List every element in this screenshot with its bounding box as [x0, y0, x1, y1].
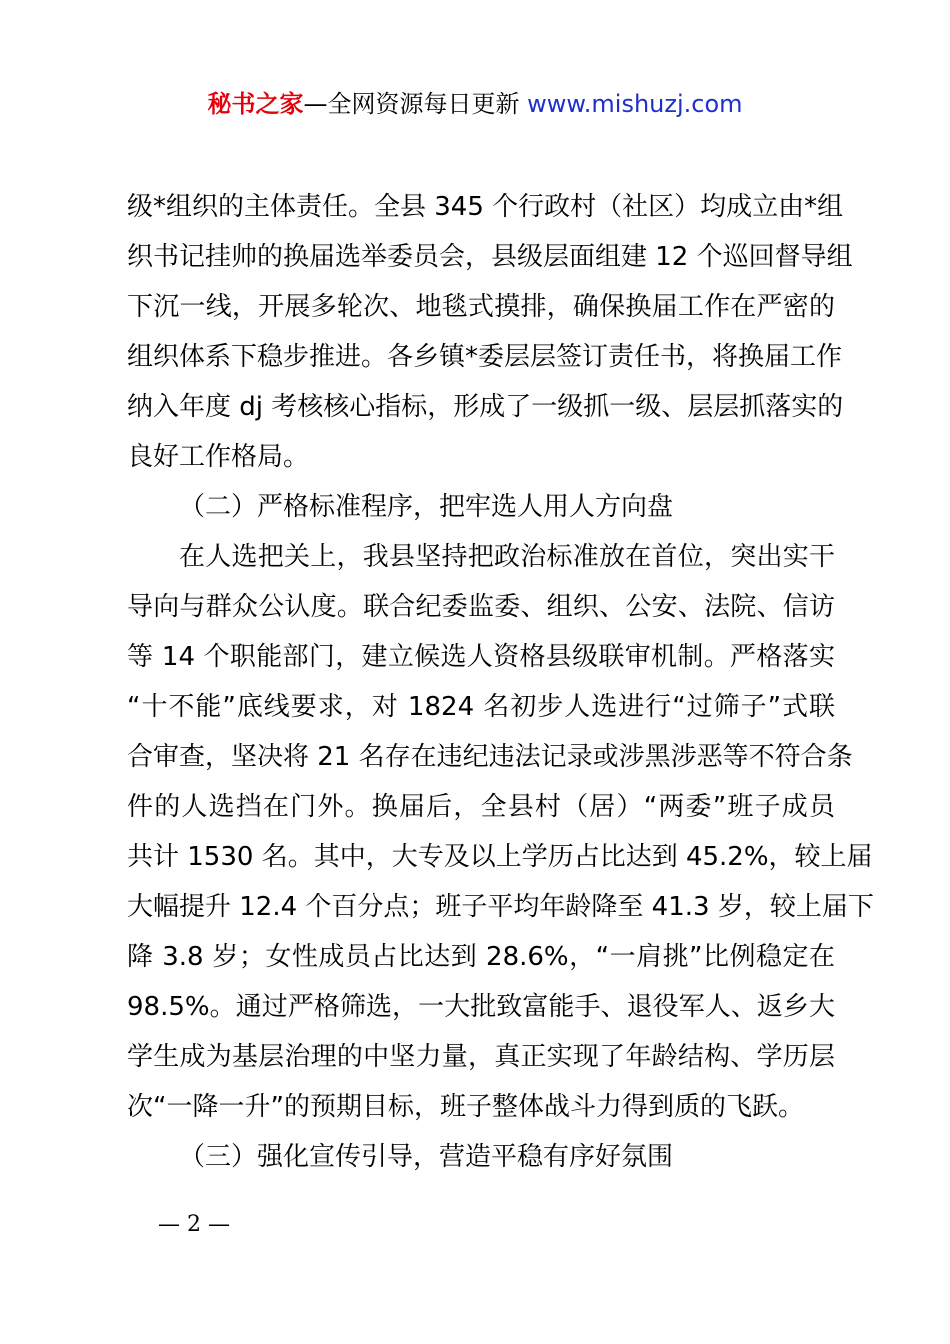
body-line: “十不能”底线要求，对 1824 名初步人选进行“过筛子”式联: [127, 692, 835, 722]
body-line: 98.5%。通过严格筛选，一大批致富能手、退役军人、返乡大: [127, 992, 835, 1022]
body-line: 级*组织的主体责任。全县 345 个行政村（社区）均成立由*组: [127, 192, 844, 222]
body-line: 良好工作格局。: [127, 442, 310, 472]
body-line: 组织体系下稳步推进。各乡镇*委层层签订责任书，将换届工作: [127, 342, 843, 372]
page-number: — 2 —: [158, 1212, 230, 1237]
body-line: 合审查，坚决将 21 名存在违纪违法记录或涉黑涉恶等不符合条: [127, 742, 853, 772]
body-line: 降 3.8 岁；女性成员占比达到 28.6%，“一肩挑”比例稳定在: [127, 942, 835, 972]
body-line: 学生成为基层治理的中坚力量，真正实现了年龄结构、学历层: [127, 1042, 835, 1072]
header-brand: 秘书之家: [207, 90, 304, 118]
body-line: 在人选把关上，我县坚持把政治标准放在首位，突出实干: [179, 542, 835, 572]
body-line: 共计 1530 名。其中，大专及以上学历占比达到 45.2%，较上届: [127, 842, 873, 872]
page-header: [0, 86, 950, 122]
body-line: 件的人选挡在门外。换届后，全县村（居）“两委”班子成员: [127, 792, 835, 822]
body-line: 下沉一线，开展多轮次、地毯式摸排，确保换届工作在严密的: [127, 292, 835, 322]
document-body: [127, 182, 874, 1182]
body-line: 纳入年度 dj 考核核心指标，形成了一级抓一级、层层抓落实的: [127, 392, 844, 422]
section-heading: （三）强化宣传引导，营造平稳有序好氛围: [179, 1142, 674, 1172]
body-line: 织书记挂帅的换届选举委员会，县级层面组建 12 个巡回督导组: [127, 242, 853, 272]
header-url-link[interactable]: www.mishuzj.com: [527, 90, 743, 118]
body-line: 导向与群众公认度。联合纪委监委、组织、公安、法院、信访: [127, 592, 835, 622]
section-heading: （二）严格标准程序，把牢选人用人方向盘: [179, 492, 674, 522]
header-slogan: —全网资源每日更新: [303, 90, 528, 118]
body-line: 等 14 个职能部门，建立候选人资格县级联审机制。严格落实: [127, 642, 835, 672]
body-line: 大幅提升 12.4 个百分点；班子平均年龄降至 41.3 岁，较上届下: [127, 892, 874, 922]
body-line: 次“一降一升”的预期目标，班子整体战斗力得到质的飞跃。: [127, 1092, 804, 1122]
